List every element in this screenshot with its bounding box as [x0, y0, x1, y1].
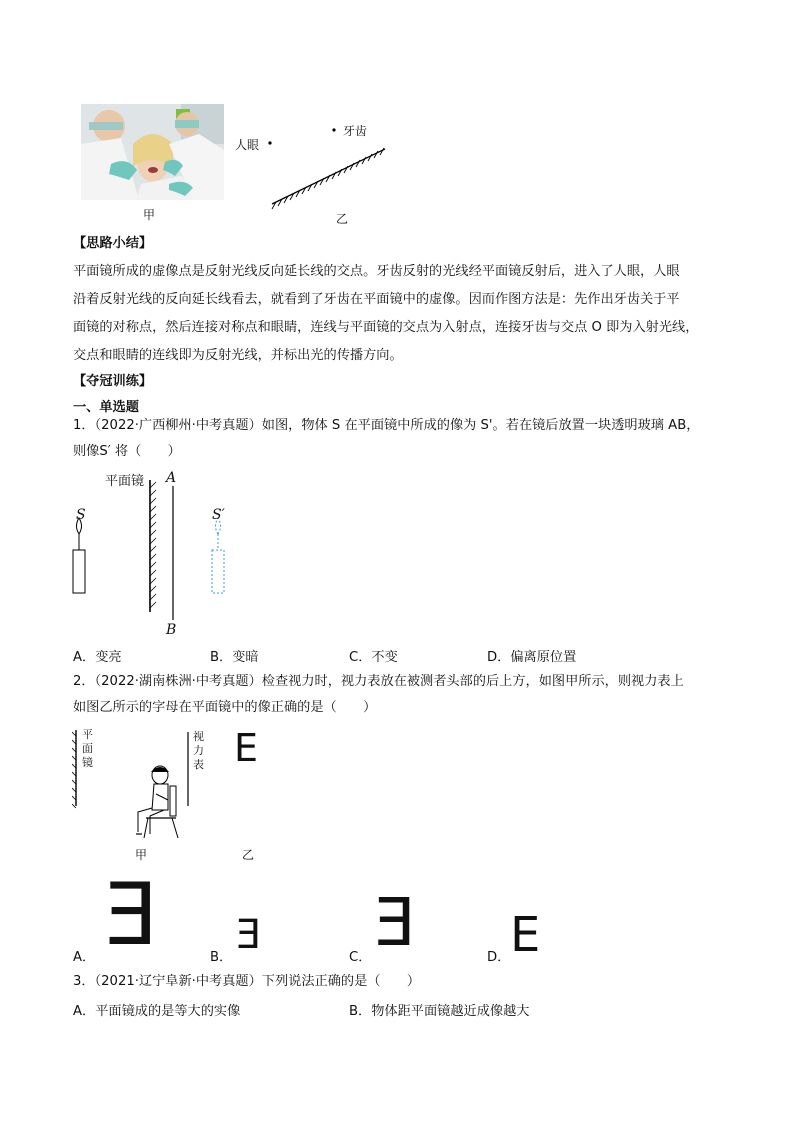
- q2-option-b-label[interactable]: B．: [210, 950, 233, 965]
- q1-option-a[interactable]: A．变亮: [73, 650, 122, 665]
- q2-option-a-glyph[interactable]: E: [104, 865, 159, 965]
- q2-option-d-glyph[interactable]: E: [510, 907, 541, 963]
- q1-stem-line-1: 1．（2022·广西柳州·中考真题）如图，物体 S 在平面镜中所成的像为 S'。若在镜后放置一块透明玻璃 AB，: [73, 418, 700, 433]
- q3-stem-line-1: 3．（2021·辽宁阜新·中考真题）下列说法正确的是（ ）: [73, 974, 421, 989]
- q1-option-b[interactable]: B．变暗: [210, 650, 259, 665]
- q2-option-d-label[interactable]: D．: [487, 950, 511, 965]
- q1-figure: [70, 466, 250, 642]
- q2-option-b-glyph[interactable]: E: [236, 912, 262, 958]
- q2-stem-line-2: 如图乙所示的字母在平面镜中的像正确的是（ ）: [73, 700, 377, 715]
- q1-label-s: S: [76, 507, 86, 523]
- q2-option-a-label[interactable]: A．: [73, 950, 96, 965]
- q1-option-d[interactable]: D．偏离原位置: [487, 650, 577, 665]
- summary-line-4: 交点和眼睛的连线即为反射光线，并标出光的传播方向。: [73, 348, 403, 363]
- summary-line-1: 平面镜所成的虚像点是反射光线反向延长线的交点。牙齿反射的光线经平面镜反射后，进入了人眼，人眼: [73, 264, 680, 279]
- q3-option-b[interactable]: B．物体距平面镜越近成像越大: [349, 1004, 530, 1019]
- tooth-label: 牙齿: [343, 124, 368, 138]
- q1-option-c[interactable]: C．不变: [349, 650, 398, 665]
- q2-label-jia: 甲: [135, 848, 148, 862]
- q1-label-s-prime: S′: [212, 507, 225, 523]
- q1-mirror-label: 平面镜: [105, 474, 145, 489]
- q2-stem-line-1: 2．（2022·湖南株洲·中考真题）检查视力时，视力表放在被测者头部的后上方，如图甲所示，则视力表上: [73, 674, 684, 689]
- q1-label-a: A: [166, 470, 177, 486]
- figure-label-jia: 甲: [143, 208, 156, 222]
- q2-option-c-glyph[interactable]: E: [374, 884, 416, 961]
- summary-heading: 【思路小结】: [73, 236, 153, 251]
- summary-line-3: 面镜的对称点，然后连接对称点和眼睛，连线与平面镜的交点为入射点，连接牙齿与交点 O 即为入射光线，: [73, 320, 699, 335]
- q1-label-b: B: [166, 622, 177, 638]
- training-heading: 【夺冠训练】: [73, 374, 153, 389]
- q2-chart-label: 视力表: [193, 730, 204, 771]
- summary-line-2: 沿着反射光线的反向延长线看去，就看到了牙齿在平面镜中的虚像。因而作图方法是：先作出牙齿关于平: [73, 292, 680, 307]
- mirror-diagram-yi: [230, 118, 400, 228]
- q1-stem-line-2: 则像S′ 将（ ）: [73, 444, 181, 459]
- dentist-photo: [81, 104, 224, 200]
- figure-label-yi: 乙: [336, 212, 349, 226]
- q2-letter-e: E: [234, 726, 259, 770]
- q2-option-c-label[interactable]: C．: [349, 950, 372, 965]
- eye-label: 人眼: [235, 138, 260, 152]
- section-title: 一、单选题: [73, 400, 139, 415]
- q2-mirror-label: 平面镜: [82, 728, 93, 769]
- q3-option-a[interactable]: A．平面镜成的是等大的实像: [73, 1004, 241, 1019]
- q2-label-yi: 乙: [242, 848, 255, 862]
